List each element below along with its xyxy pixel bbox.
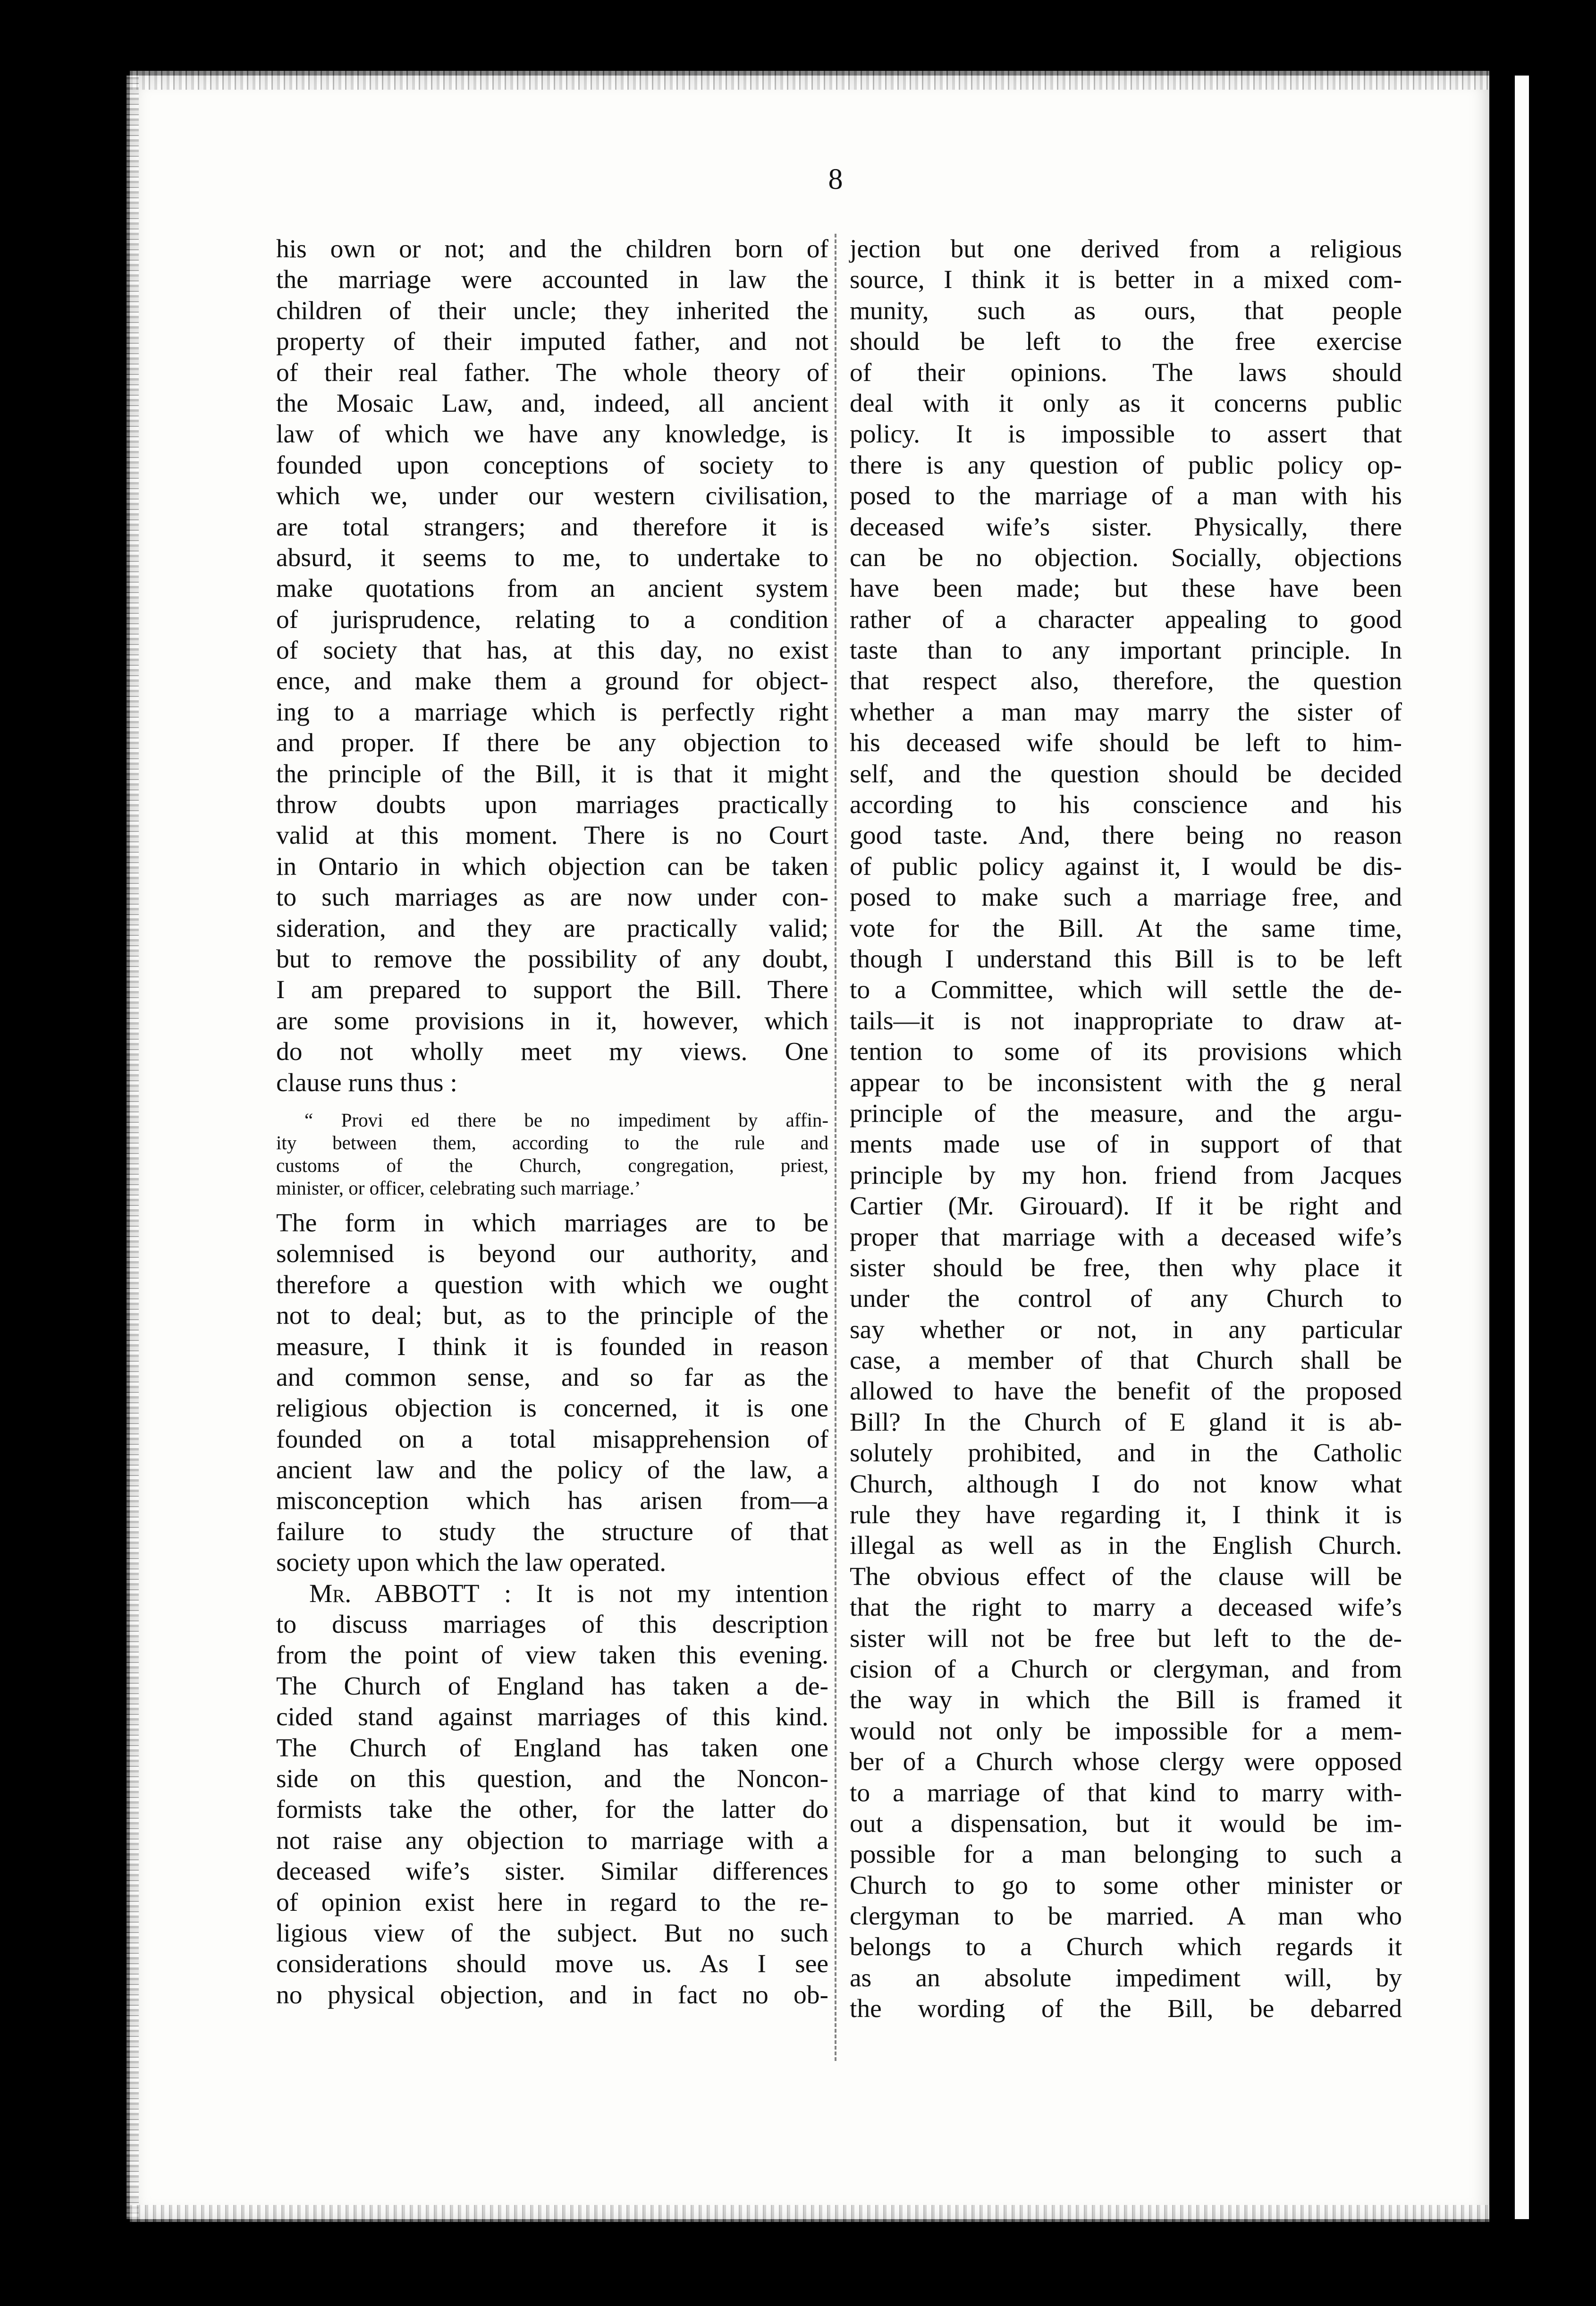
- text-line: principle by my hon. friend from Jacques: [850, 1161, 1402, 1190]
- speaker-name: Mr. ABBOTT: [309, 1579, 480, 1608]
- column-divider: [835, 234, 836, 2061]
- paragraph: [276, 1208, 828, 1578]
- left-column: [276, 234, 828, 2010]
- text-line: belongs to a Church which regards it: [850, 1933, 1402, 1962]
- text-line: no physical objection, and in fact no ob-: [276, 1980, 828, 2009]
- text-line: that the right to marry a deceased wife’s: [850, 1593, 1402, 1622]
- text-line: allowed to have the benefit of the proposed: [850, 1377, 1402, 1406]
- text-line: there is any question of public policy op-: [850, 450, 1402, 480]
- text-line: ancient law and the policy of the law, a: [276, 1456, 828, 1485]
- text-line: though I understand this Bill is to be left: [850, 944, 1402, 974]
- text-line: that respect also, therefore, the question: [850, 667, 1402, 696]
- text-line: rather of a character appealing to good: [850, 605, 1402, 634]
- text-line: of opinion exist here in regard to the re-: [276, 1888, 828, 1917]
- text-line: misconception which has arisen from—a: [276, 1486, 828, 1516]
- text-line: deal with it only as it concerns public: [850, 389, 1402, 418]
- text-line: to discuss marriages of this description: [276, 1610, 828, 1639]
- text-line: possible for a man belonging to such a: [850, 1840, 1402, 1869]
- text-line: can be no objection. Socially, objections: [850, 543, 1402, 572]
- text-line: measure, I think it is founded in reason: [276, 1332, 828, 1361]
- text-line: [276, 1578, 828, 1609]
- text-line: in Ontario in which objection can be taken: [276, 852, 828, 881]
- text-line: and proper. If there be any objection to: [276, 729, 828, 758]
- text-line: his own or not; and the children born of: [276, 235, 828, 263]
- text-line: would not only be impossible for a mem-: [850, 1716, 1402, 1746]
- text-line: cided stand against marriages of this kind.: [276, 1703, 828, 1732]
- text-line: munity, such as ours, that people: [850, 296, 1402, 325]
- right-column: [850, 234, 1402, 2025]
- text-line: posed to make such a marriage free, and: [850, 883, 1402, 912]
- text-line: not raise any objection to marriage with a: [276, 1826, 828, 1855]
- text-line: ing to a marriage which is perfectly right: [276, 697, 828, 727]
- text-line: sister should be free, then why place it: [850, 1253, 1402, 1282]
- text-line: ber of a Church whose clergy were opposed: [850, 1747, 1402, 1777]
- text-line: the Mosaic Law, and, indeed, all ancient: [276, 389, 828, 418]
- text-line: property of their imputed father, and not: [276, 327, 828, 356]
- text-line: side on this question, and the Noncon-: [276, 1764, 828, 1793]
- text-line: from the point of view taken this evening.: [276, 1641, 828, 1670]
- text-line: Church, although I do not know what: [850, 1469, 1402, 1499]
- text-line: solutely prohibited, and in the Catholic: [850, 1439, 1402, 1468]
- text-line: policy. It is impossible to assert that: [850, 420, 1402, 449]
- quote-line: ity between them, according to the rule and: [276, 1131, 828, 1153]
- text-line: do not wholly meet my views. One: [276, 1037, 828, 1067]
- text-line: society upon which the law operated.: [276, 1548, 667, 1577]
- text-line: cision of a Church or clergyman, and from: [850, 1654, 1402, 1684]
- text-line: clergyman to be married. A man who: [850, 1902, 1402, 1931]
- text-line: proper that marriage with a deceased wife’s: [850, 1222, 1402, 1252]
- text-line: of their opinions. The laws should: [850, 358, 1402, 387]
- text-line: clause runs thus :: [276, 1068, 457, 1097]
- text-line: Church to go to some other minister or: [850, 1871, 1402, 1900]
- text-line: as an absolute impediment will, by: [850, 1963, 1402, 1992]
- text-line: ence, and make them a ground for object-: [276, 667, 828, 696]
- text-line: illegal as well as in the English Church.: [850, 1531, 1402, 1560]
- text-line: jection but one derived from a religious: [850, 235, 1402, 263]
- text-line: children of their uncle; they inherited the: [276, 296, 828, 325]
- quote-line: “ Provi ed there be no impediment by affin-: [304, 1109, 828, 1131]
- right-border-gap: [1515, 76, 1529, 2219]
- text-line: ments made use of in support of that: [850, 1130, 1402, 1159]
- text-line: founded on a total misapprehension of: [276, 1424, 828, 1454]
- text-line: sister will not be free but left to the de-: [850, 1624, 1402, 1653]
- text-line: under the control of any Church to: [850, 1284, 1402, 1314]
- text-line: according to his conscience and his: [850, 790, 1402, 820]
- text-line: of their real father. The whole theory of: [276, 358, 828, 387]
- text-line: therefore a question with which we ought: [276, 1270, 828, 1299]
- speech-body: [276, 1609, 828, 2010]
- text-line: case, a member of that Church shall be: [850, 1346, 1402, 1375]
- text-line: not to deal; but, as to the principle of the: [276, 1301, 828, 1331]
- text-line: law of which we have any knowledge, is: [276, 420, 828, 449]
- text-line: absurd, it seems to me, to undertake to: [276, 543, 828, 572]
- text-line: to a marriage of that kind to marry with-: [850, 1778, 1402, 1807]
- text-line: taste than to any important principle. In: [850, 636, 1402, 665]
- text-line: I am prepared to support the Bill. There: [276, 975, 828, 1005]
- text-line: the wording of the Bill, be debarred: [850, 1994, 1402, 2024]
- speech-opening: : It is not my intention: [479, 1579, 828, 1608]
- quote-line: minister, or officer, celebrating such marriage.’: [276, 1177, 641, 1199]
- text-line: ligious view of the subject. But no such: [276, 1918, 828, 1948]
- text-line: of society that has, at this day, no exist: [276, 636, 828, 665]
- text-line: are total strangers; and therefore it is: [276, 512, 828, 542]
- paragraph-continued: [850, 234, 1402, 2025]
- text-line: but to remove the possibility of any doubt,: [276, 944, 828, 974]
- text-line: sideration, and they are practically valid;: [276, 914, 828, 943]
- text-line: throw doubts upon marriages practically: [276, 790, 828, 820]
- speech-paragraph: [276, 1578, 828, 2010]
- text-line: principle of the measure, and the argu-: [850, 1099, 1402, 1128]
- text-line: and common sense, and so far as the: [276, 1363, 828, 1392]
- text-line: which we, under our western civilisation,: [276, 482, 828, 511]
- text-line: Bill? In the Church of E gland it is ab-: [850, 1407, 1402, 1437]
- quote-line: customs of the Church, congregation, priest,: [276, 1154, 828, 1176]
- text-line: valid at this moment. There is no Court: [276, 821, 828, 850]
- text-line: should be left to the free exercise: [850, 327, 1402, 356]
- text-line: deceased wife’s sister. Physically, there: [850, 512, 1402, 542]
- text-line: to such marriages as are now under con-: [276, 883, 828, 912]
- text-line: the principle of the Bill, it is that it might: [276, 759, 828, 788]
- text-line: out a dispensation, but it would be im-: [850, 1809, 1402, 1838]
- text-line: deceased wife’s sister. Similar differences: [276, 1857, 828, 1886]
- text-line: of jurisprudence, relating to a condition: [276, 605, 828, 634]
- text-line: self, and the question should be decided: [850, 759, 1402, 788]
- text-line: vote for the Bill. At the same time,: [850, 914, 1402, 943]
- text-line: rule they have regarding it, I think it is: [850, 1501, 1402, 1530]
- text-line: solemnised is beyond our authority, and: [276, 1239, 828, 1269]
- text-line: are some provisions in it, however, which: [276, 1006, 828, 1035]
- text-line: Cartier (Mr. Girouard). If it be right and: [850, 1192, 1402, 1221]
- text-line: the marriage were accounted in law the: [276, 265, 828, 295]
- text-line: failure to study the structure of that: [276, 1517, 828, 1546]
- paper-left-edge: [127, 76, 139, 2219]
- text-line: say whether or not, in any particular: [850, 1315, 1402, 1344]
- text-line: considerations should move us. As I see: [276, 1950, 828, 1979]
- text-line: good taste. And, there being no reason: [850, 821, 1402, 850]
- right-border-rule: [1499, 80, 1515, 2205]
- page-number: 8: [828, 163, 843, 195]
- text-line: have been made; but these have been: [850, 574, 1402, 603]
- text-line: the way in which the Bill is framed it: [850, 1686, 1402, 1715]
- text-line: make quotations from an ancient system: [276, 574, 828, 603]
- text-line: whether a man may marry the sister of: [850, 697, 1402, 727]
- text-line: formists take the other, for the latter do: [276, 1795, 828, 1824]
- text-line: founded upon conceptions of society to: [276, 450, 828, 480]
- text-line: posed to the marriage of a man with his: [850, 482, 1402, 511]
- text-line: source, I think it is better in a mixed com-: [850, 265, 1402, 295]
- text-line: The obvious effect of the clause will be: [850, 1562, 1402, 1591]
- text-line: The form in which marriages are to be: [276, 1208, 828, 1238]
- text-line: of public policy against it, I would be dis-: [850, 852, 1402, 881]
- block-quote: [276, 1109, 828, 1199]
- paragraph-continued: [276, 234, 828, 1098]
- text-line: appear to be inconsistent with the g neral: [850, 1068, 1402, 1097]
- paper-top-edge: [130, 71, 1489, 90]
- paper-bottom-edge: [130, 2205, 1489, 2222]
- text-line: tention to some of its provisions which: [850, 1037, 1402, 1067]
- text-line: The Church of England has taken one: [276, 1733, 828, 1763]
- text-line: The Church of England has taken a de-: [276, 1671, 828, 1701]
- text-line: to a Committee, which will settle the de-: [850, 975, 1402, 1005]
- text-line: religious objection is concerned, it is one: [276, 1394, 828, 1423]
- text-line: his deceased wife should be left to him-: [850, 729, 1402, 758]
- text-line: tails—it is not inappropriate to draw at-: [850, 1006, 1402, 1035]
